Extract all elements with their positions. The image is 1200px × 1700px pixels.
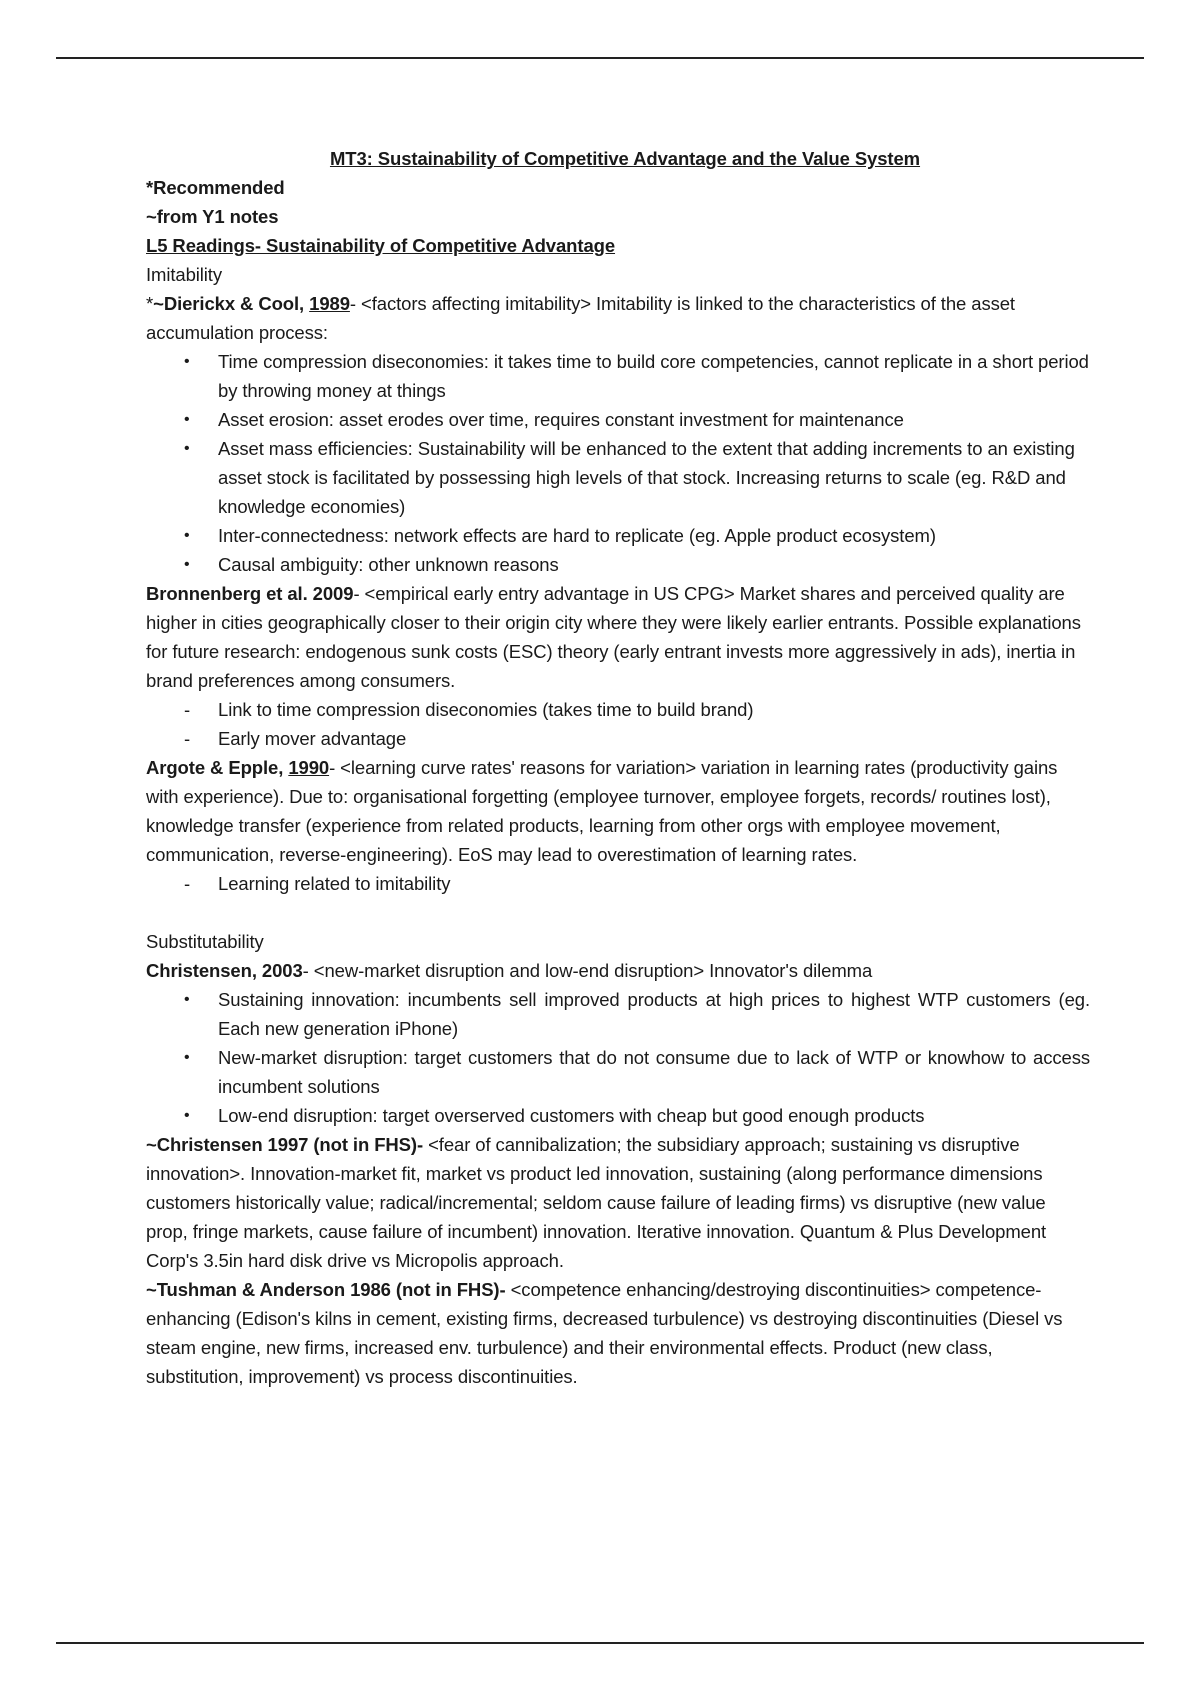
entry-text: - <factors affecting imitability> Imitability is linked to the characteristics of the asset accumulation process: [146, 293, 1015, 343]
bullet-marker: • [184, 411, 190, 428]
footer-rule [56, 1642, 1144, 1644]
bullet-marker: • [184, 440, 190, 457]
legend-y1-notes: ~from Y1 notes [146, 206, 279, 227]
entry-author: Argote & Epple, [146, 757, 284, 778]
bullet-marker: • [184, 1107, 190, 1124]
entry-christensen-2003 [146, 956, 1090, 985]
bullet-marker: • [184, 991, 190, 1008]
spacer [146, 898, 1090, 927]
bullet-list-dierickx [146, 347, 1090, 579]
list-item: - Early mover advantage [146, 724, 1090, 753]
list-item: • Asset mass efficiencies: Sustainability will be enhanced to the extent that adding increments to an existing asset stock is facilitated by possessing high levels of that stock. Increasing returns to scale (eg. R&D and knowledge economies) [146, 434, 1090, 521]
list-item: - Learning related to imitability [146, 869, 1090, 898]
section-heading-l5: L5 Readings- Sustainability of Competitive Advantage [146, 235, 616, 256]
bullet-marker: • [184, 527, 190, 544]
bullet-marker: • [184, 1049, 190, 1066]
entry-text: - <empirical early entry advantage in US CPG> Market shares and perceived quality are higher in cities geographically closer to their origin city where they were likely earlier entrants. Possible explanations for future research: endogenous sunk costs (ESC) theory (early entrant invests more aggressively in ads), inertia in brand preferences among consumers. [146, 583, 1081, 691]
entry-author: Bronnenberg et al. 2009 [146, 583, 354, 604]
subheading-imitability: Imitability [146, 264, 222, 285]
entry-author: ~Tushman & Anderson 1986 (not in FHS)- [146, 1279, 506, 1300]
dash-list-bronnenberg [146, 695, 1090, 753]
entry-author: Christensen, 2003 [146, 960, 303, 981]
entry-text: - <learning curve rates' reasons for variation> variation in learning rates (productivity gains with experience). Due to: organisational forgetting (employee turnover, employee forgets, records/ routines lost), knowledge transfer (experience from related products, learning from other orgs with employee movement, communication, reverse-engineering). EoS may lead to overestimation of learning rates. [146, 757, 1058, 865]
entry-argote-epple [146, 753, 1090, 869]
entry-author: ~Dierickx & Cool, [153, 293, 305, 314]
dash-marker: - [184, 873, 191, 894]
entry-text: - <new-market disruption and low-end disruption> Innovator's dilemma [302, 960, 873, 981]
entry-bronnenberg [146, 579, 1090, 695]
entry-year: 1989 [309, 293, 350, 314]
list-item: • Asset erosion: asset erodes over time, requires constant investment for maintenance [146, 405, 1090, 434]
list-item: • Causal ambiguity: other unknown reasons [146, 550, 1090, 579]
list-item: • Low-end disruption: target overserved customers with cheap but good enough products [146, 1101, 1090, 1130]
dash-marker: - [184, 699, 191, 720]
dash-marker: - [184, 728, 191, 749]
bullet-marker: • [184, 353, 190, 370]
list-item: - Link to time compression diseconomies (takes time to build brand) [146, 695, 1090, 724]
list-item: • New-market disruption: target customers that do not consume due to lack of WTP or knowhow to access incumbent solutions [146, 1043, 1090, 1101]
entry-dierickx-cool [146, 289, 1090, 347]
entry-year: 1990 [288, 757, 330, 778]
legend-recommended: *Recommended [146, 177, 285, 198]
bullet-marker: • [184, 556, 190, 573]
entry-christensen-1997 [146, 1130, 1090, 1275]
subheading-substitutability: Substitutability [146, 931, 264, 952]
entry-author: ~Christensen 1997 (not in FHS)- [146, 1134, 424, 1155]
recommended-marker: * [146, 293, 154, 314]
dash-list-argote [146, 869, 1090, 898]
header-rule [56, 57, 1144, 59]
list-item: • Inter-connectedness: network effects are hard to replicate (eg. Apple product ecosystem) [146, 521, 1090, 550]
list-item: • Time compression diseconomies: it takes time to build core competencies, cannot replicate in a short period by throwing money at things [146, 347, 1090, 405]
entry-tushman-anderson [146, 1275, 1090, 1391]
entry-text: <fear of cannibalization; the subsidiary approach; sustaining vs disruptive innovation>. Innovation-market fit, market vs product led innovation, sustaining (along performance dimensions customers historically value; radical/incremental; seldom cause failure of leading firms) vs disruptive (new value prop, fringe markets, cause failure of incumbent) innovation. Iterative innovation. Quantum & Plus Development Corp's 3.5in hard disk drive vs Micropolis approach. [146, 1134, 1047, 1271]
list-item: • Sustaining innovation: incumbents sell improved products at high prices to highest WTP customers (eg. Each new generation iPhone) [146, 985, 1090, 1043]
entry-text: <competence enhancing/destroying discontinuities> competence-enhancing (Edison's kilns in cement, existing firms, decreased turbulence) vs destroying discontinuities (Diesel vs steam engine, new firms, increased env. turbulence) and their environmental effects. Product (new class, substitution, improvement) vs process discontinuities. [146, 1279, 1063, 1387]
bullet-list-christensen [146, 985, 1090, 1130]
document-body [146, 144, 1090, 1391]
page-title: MT3: Sustainability of Competitive Advantage and the Value System [329, 148, 921, 169]
